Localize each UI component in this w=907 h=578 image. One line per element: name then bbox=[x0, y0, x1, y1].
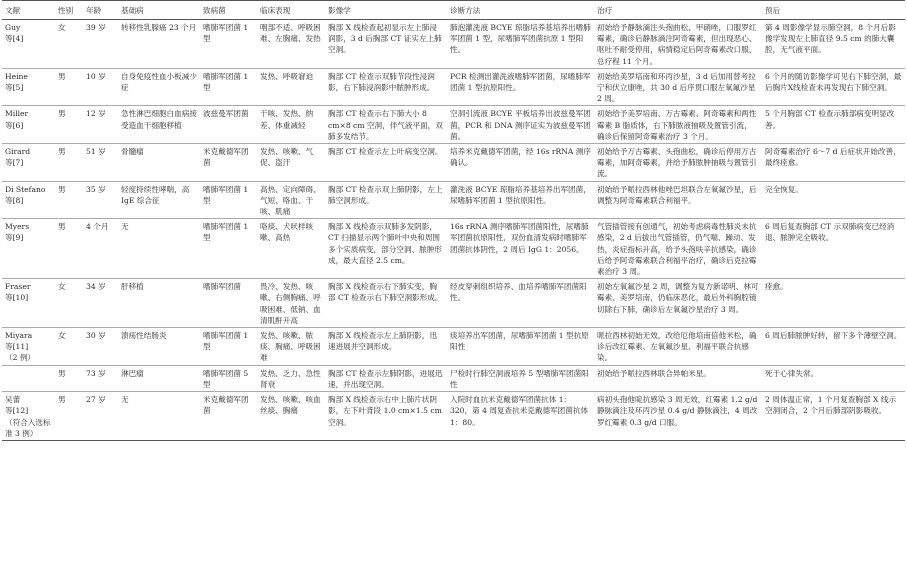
clinical-cell: 发热、咳嗽、咳血丝痰、胸痛 bbox=[260, 395, 321, 416]
pathogen-cell: 嗜肺军团菌 1 型 bbox=[203, 23, 249, 44]
age-cell: 51 岁 bbox=[86, 147, 106, 157]
imaging-cell: 胸部 CT 检查示双肺节段性浸润影，右下肺浸润影中脓肿形成。 bbox=[328, 71, 435, 93]
treatment-cell: 初始给予万古霉素、头孢曲松，确诊后停用万古霉素，加阿奇霉素，并给予肺脓肿抽吸与置管引流。 bbox=[597, 147, 757, 179]
pathogen-cell: 嗜肺军团菌 bbox=[203, 282, 241, 292]
diagnosis-cell: 肺泡灌洗液 BCYE 琼脂培养基培养出嗜肺军团菌 1 型，尿嗜肺军团菌抗原 1 型阳性。 bbox=[450, 23, 591, 55]
pathogen-cell: 嗜肺军团菌 1 型 bbox=[203, 222, 249, 243]
disease-cell: 无 bbox=[121, 222, 129, 232]
diagnosis-cell: 培养米克戴德军团菌，经 16s rRNA 测序确认。 bbox=[450, 147, 591, 168]
author-cell: Miller 等[6] bbox=[5, 109, 29, 130]
prognosis-cell: 5 个月胸部 CT 检查示肺部病变明显改善。 bbox=[765, 109, 895, 130]
sex-cell: 女 bbox=[58, 282, 66, 292]
column-header: 文献 bbox=[2, 1, 55, 20]
imaging-cell: 胸部 X 线检查示右下肺实变，胸部 CT 检查示右下肺空洞影形成。 bbox=[328, 282, 443, 303]
author-cell: Guy 等[4] bbox=[5, 23, 24, 44]
age-cell: 34 岁 bbox=[86, 282, 106, 292]
table-row bbox=[2, 219, 905, 279]
table-row bbox=[2, 328, 905, 366]
prognosis-cell: 6 周后肺脓肿好转，留下多个薄壁空洞。 bbox=[765, 331, 902, 341]
table-body bbox=[2, 20, 905, 441]
prognosis-cell: 第 4 周影像学显示肺空洞，8 个月后影像学发现左上肺直径 9.5 cm 的肺大囊腔，无气液平面。 bbox=[765, 23, 896, 55]
prognosis-cell: 痊愈。 bbox=[765, 282, 788, 292]
column-header: 基础病 bbox=[118, 1, 200, 20]
author-cell: Myers 等[9] bbox=[5, 222, 30, 243]
treatment-cell: 初始给予哌拉西林他唑巴坦联合左氧氟沙星，后调整为阿奇霉素联合利福平。 bbox=[597, 184, 757, 205]
disease-cell: 淋巴瘤 bbox=[121, 368, 144, 378]
sex-cell: 男 bbox=[58, 184, 66, 194]
diagnosis-cell: 尸检时行肺空洞液培养 5 型嗜肺军团菌阳性 bbox=[450, 368, 589, 389]
pathogen-cell: 嗜肺军团菌 5 型 bbox=[203, 368, 249, 389]
disease-cell: 转移性乳腺癌 23 个月 bbox=[121, 23, 197, 32]
imaging-cell: 胸部 CT 检查示双上肺阴影，左上肺空洞形成。 bbox=[328, 184, 443, 205]
treatment-cell: 病初头孢他啶抗感染 3 周无效，红霉素 1.2 g/d 静脉滴注及环丙沙星 0.4 g/d 静脉滴注，4 周改罗红霉素 0.3 g/d 口服。 bbox=[597, 395, 758, 427]
age-cell: 4 个月 bbox=[86, 222, 109, 232]
imaging-cell: 胸部 X 线检查示右中上肺片状阴影，左下叶背段 1.0 cm×1.5 cm 空洞。 bbox=[328, 395, 442, 427]
author-cell: Fraser 等[10] bbox=[5, 282, 31, 303]
age-cell: 27 岁 bbox=[86, 395, 106, 405]
treatment-cell: 初始给美罗培南和环丙沙星，3 d 后加用替考拉宁和伏立康唑，共 30 d 后序贯口服左氧氟沙星 2 周。 bbox=[597, 71, 756, 104]
prognosis-cell: 阿奇霉素治疗 6～7 d 后症状开始改善，最终痊愈。 bbox=[765, 147, 901, 168]
clinical-cell: 发热、咳嗽、气促、盗汗 bbox=[260, 147, 314, 168]
prognosis-cell: 2 周体温正常，1 个月复查胸部 X 线示空洞闭合，2 个月后肺部阴影吸收。 bbox=[765, 395, 897, 416]
diagnosis-cell: 16s rRNA 测序嗜肺军团菌阳性，尿嗜肺军团菌抗原阳性，双份血清发病时嗜肺军团菌抗体阴性，2 周后 IgG 1：2056。 bbox=[450, 222, 589, 254]
age-cell: 73 岁 bbox=[86, 368, 106, 378]
treatment-cell: 初始给予静脉滴注头孢曲松、甲硝唑，口服罗红霉素，确诊后静脉滴注阿奇霉素，但出现恶心、呕吐不耐受停用，病情稳定后阿奇霉素改口服，总疗程 11 个月。 bbox=[597, 23, 757, 66]
literature-table bbox=[2, 0, 905, 441]
treatment-cell: 哌拉西林初始无效，改给厄他培南倍他米松，确诊后改红霉素、左氧氟沙星、利福平联合抗感染。 bbox=[597, 331, 757, 363]
prognosis-cell: 完全恢复。 bbox=[765, 184, 803, 194]
diagnosis-cell: 入院时血抗米克戴德军团菌抗体 1：320，第 4 周复查抗米克戴德军团菌抗体 1：80。 bbox=[450, 395, 589, 427]
author-cell: Girard 等[7] bbox=[5, 147, 31, 168]
treatment-cell: 初始左氧氟沙星 2 周，调整为复方新诺明、林可霉素、美罗培南，仍临床恶化，最后外科胸腔镜切除右下肺，确诊后左氧氟沙星治疗 3 周。 bbox=[597, 282, 759, 314]
imaging-cell: 胸部 CT 检查示右下肺大小 8 cm×8 cm 空洞，伴气液平面，双肺多发结节。 bbox=[328, 109, 443, 141]
table-row bbox=[2, 144, 905, 182]
sex-cell: 男 bbox=[58, 395, 66, 405]
sex-cell: 男 bbox=[58, 368, 66, 378]
clinical-cell: 发热、咳嗽、脓痰、胸痛、呼吸困难 bbox=[260, 331, 321, 363]
table-row bbox=[2, 68, 905, 106]
disease-cell: 溃疡性结肠炎 bbox=[121, 331, 167, 341]
diagnosis-cell: 灌洗液 BCYE 琼脂培养基培养出军团菌，尿嗜肺军团菌 1 型抗原阳性。 bbox=[450, 184, 591, 205]
table-row bbox=[2, 279, 905, 328]
clinical-cell: 咯痰、犬吠样咳嗽、高热 bbox=[260, 222, 314, 243]
age-cell: 12 岁 bbox=[86, 109, 106, 119]
clinical-cell: 发热、乏力、急性肾衰 bbox=[260, 368, 321, 389]
disease-cell: 肝移植 bbox=[121, 282, 144, 292]
clinical-cell: 干咳、发热、纳差、体重减轻 bbox=[260, 109, 314, 130]
pathogen-cell: 米克戴德军团菌 bbox=[203, 395, 249, 416]
pathogen-cell: 嗜肺军团菌 1 型 bbox=[203, 184, 249, 205]
column-header: 治疗 bbox=[594, 1, 762, 20]
column-header: 年龄 bbox=[83, 1, 118, 20]
author-cell: Di Stefano 等[8] bbox=[5, 184, 46, 205]
diagnosis-cell: 空洞引流液 BCYE 平板培养出波兹曼军团菌，PCR 和 DNA 测序证实为波兹曼军团菌。 bbox=[450, 109, 591, 141]
disease-cell: 自身免疫性血小板减少症 bbox=[121, 71, 197, 93]
table-header bbox=[2, 1, 905, 20]
clinical-cell: 发热、呼吸窘迫 bbox=[260, 71, 314, 81]
age-cell: 39 岁 bbox=[86, 23, 106, 32]
sex-cell: 男 bbox=[58, 109, 66, 119]
table-row bbox=[2, 20, 905, 69]
table-row bbox=[2, 106, 905, 144]
column-header: 诊断方法 bbox=[447, 1, 594, 20]
pathogen-cell: 嗜肺军团菌 1 型 bbox=[203, 331, 249, 352]
age-cell: 10 岁 bbox=[86, 71, 106, 81]
sex-cell: 男 bbox=[58, 71, 66, 81]
imaging-cell: 胸部 X 线检查示左上肺阴影，迅速进展并空洞形成。 bbox=[328, 331, 437, 352]
clinical-cell: 咽部不适、呼吸困难、左胸痛、发热 bbox=[260, 23, 321, 44]
prognosis-cell: 死于心律失常。 bbox=[765, 368, 819, 378]
sex-cell: 男 bbox=[58, 222, 66, 232]
treatment-cell: 初始给予美罗培南、万古霉素、阿奇霉素和两性霉素 B 脂质体，右下肺脓液抽吸及置管引流，确诊后保留阿奇霉素治疗 3 个月。 bbox=[597, 109, 757, 141]
author-cell: Heine 等[5] bbox=[5, 71, 28, 93]
table-row bbox=[2, 365, 905, 391]
treatment-cell: 气管插管接有创通气，初始考虑病毒性肺炎未抗感染，2 d 后拔出气管插管，仍气喘、躁动、发热，炎症指标升高，给予头孢呋辛抗感染，确诊后给予阿奇霉素联合利福平治疗，确诊后克拉霉素治疗 3 周。 bbox=[597, 222, 757, 277]
clinical-cell: 高热、定向障碍、气短、咯血、干咳、肌痛 bbox=[260, 184, 321, 217]
diagnosis-cell: PCR 检测出灌洗液嗜肺军团菌，尿嗜肺军团菌 1 型抗原阳性。 bbox=[450, 71, 591, 93]
table-row bbox=[2, 181, 905, 219]
imaging-cell: 胸部 CT 检查示左上叶病变空洞。 bbox=[328, 147, 443, 157]
author-cell: 吴蕾 等[12] （符合入选标准 3 例） bbox=[5, 395, 51, 438]
clinical-cell: 畏冷、发热、咳嗽、右侧胸痛、呼吸困难、低钠、血清肌酐升高 bbox=[260, 282, 321, 325]
disease-cell: 无 bbox=[121, 395, 129, 405]
column-header: 预后 bbox=[762, 1, 905, 20]
sex-cell: 女 bbox=[58, 23, 66, 32]
disease-cell: 骨髓瘤 bbox=[121, 147, 144, 157]
prognosis-cell: 6 个月的随访影像学可见右下肺空洞，最后胸片X线检查未再发现右下肺空洞。 bbox=[765, 71, 902, 93]
imaging-cell: 胸部 X 线检查示双肺多发阴影，CT 扫描显示两个肺叶中央和周围多个实质病变，部分空洞、脓肿形成，最大直径 2.5 cm。 bbox=[328, 222, 442, 265]
column-header: 影像学 bbox=[325, 1, 447, 20]
pathogen-cell: 波兹曼军团菌 bbox=[203, 109, 249, 119]
pathogen-cell: 嗜肺军团菌 1 型 bbox=[203, 71, 249, 93]
disease-cell: 轻度持续性哮喘，高 IgE 综合征 bbox=[121, 184, 190, 205]
table-row bbox=[2, 392, 905, 441]
age-cell: 35 岁 bbox=[86, 184, 106, 194]
author-cell: Miyara 等[11] （2 例） bbox=[5, 331, 36, 363]
author-cell bbox=[2, 365, 55, 391]
disease-cell: 急性淋巴细胞白血病接受造血干细胞移植 bbox=[121, 109, 197, 130]
column-header: 致病菌 bbox=[200, 1, 257, 20]
column-header: 临床表现 bbox=[257, 1, 325, 20]
column-header: 性别 bbox=[55, 1, 83, 20]
diagnosis-cell: 经皮穿刺组织培养、血培养嗜肺军团菌阳性。 bbox=[450, 282, 587, 303]
age-cell: 30 岁 bbox=[86, 331, 106, 341]
diagnosis-cell: 痰培养出军团菌，尿嗜肺军团菌 1 型抗原阳性 bbox=[450, 331, 589, 352]
imaging-cell: 胸部 X 线检查起初显示左上肺浸润影，3 d 后胸部 CT 证实左上肺空洞。 bbox=[328, 23, 442, 55]
prognosis-cell: 6 周后复查胸部 CT 示双肺病变已经消退、脓肿完全吸收。 bbox=[765, 222, 895, 243]
sex-cell: 女 bbox=[58, 331, 66, 341]
pathogen-cell: 米克戴德军团菌 bbox=[203, 147, 249, 168]
treatment-cell: 初始给予哌拉西林联合异帕米星。 bbox=[597, 368, 711, 378]
sex-cell: 男 bbox=[58, 147, 66, 157]
imaging-cell: 胸部 CT 检查示左肺阴影，进展迅速，并出现空洞。 bbox=[328, 368, 443, 389]
